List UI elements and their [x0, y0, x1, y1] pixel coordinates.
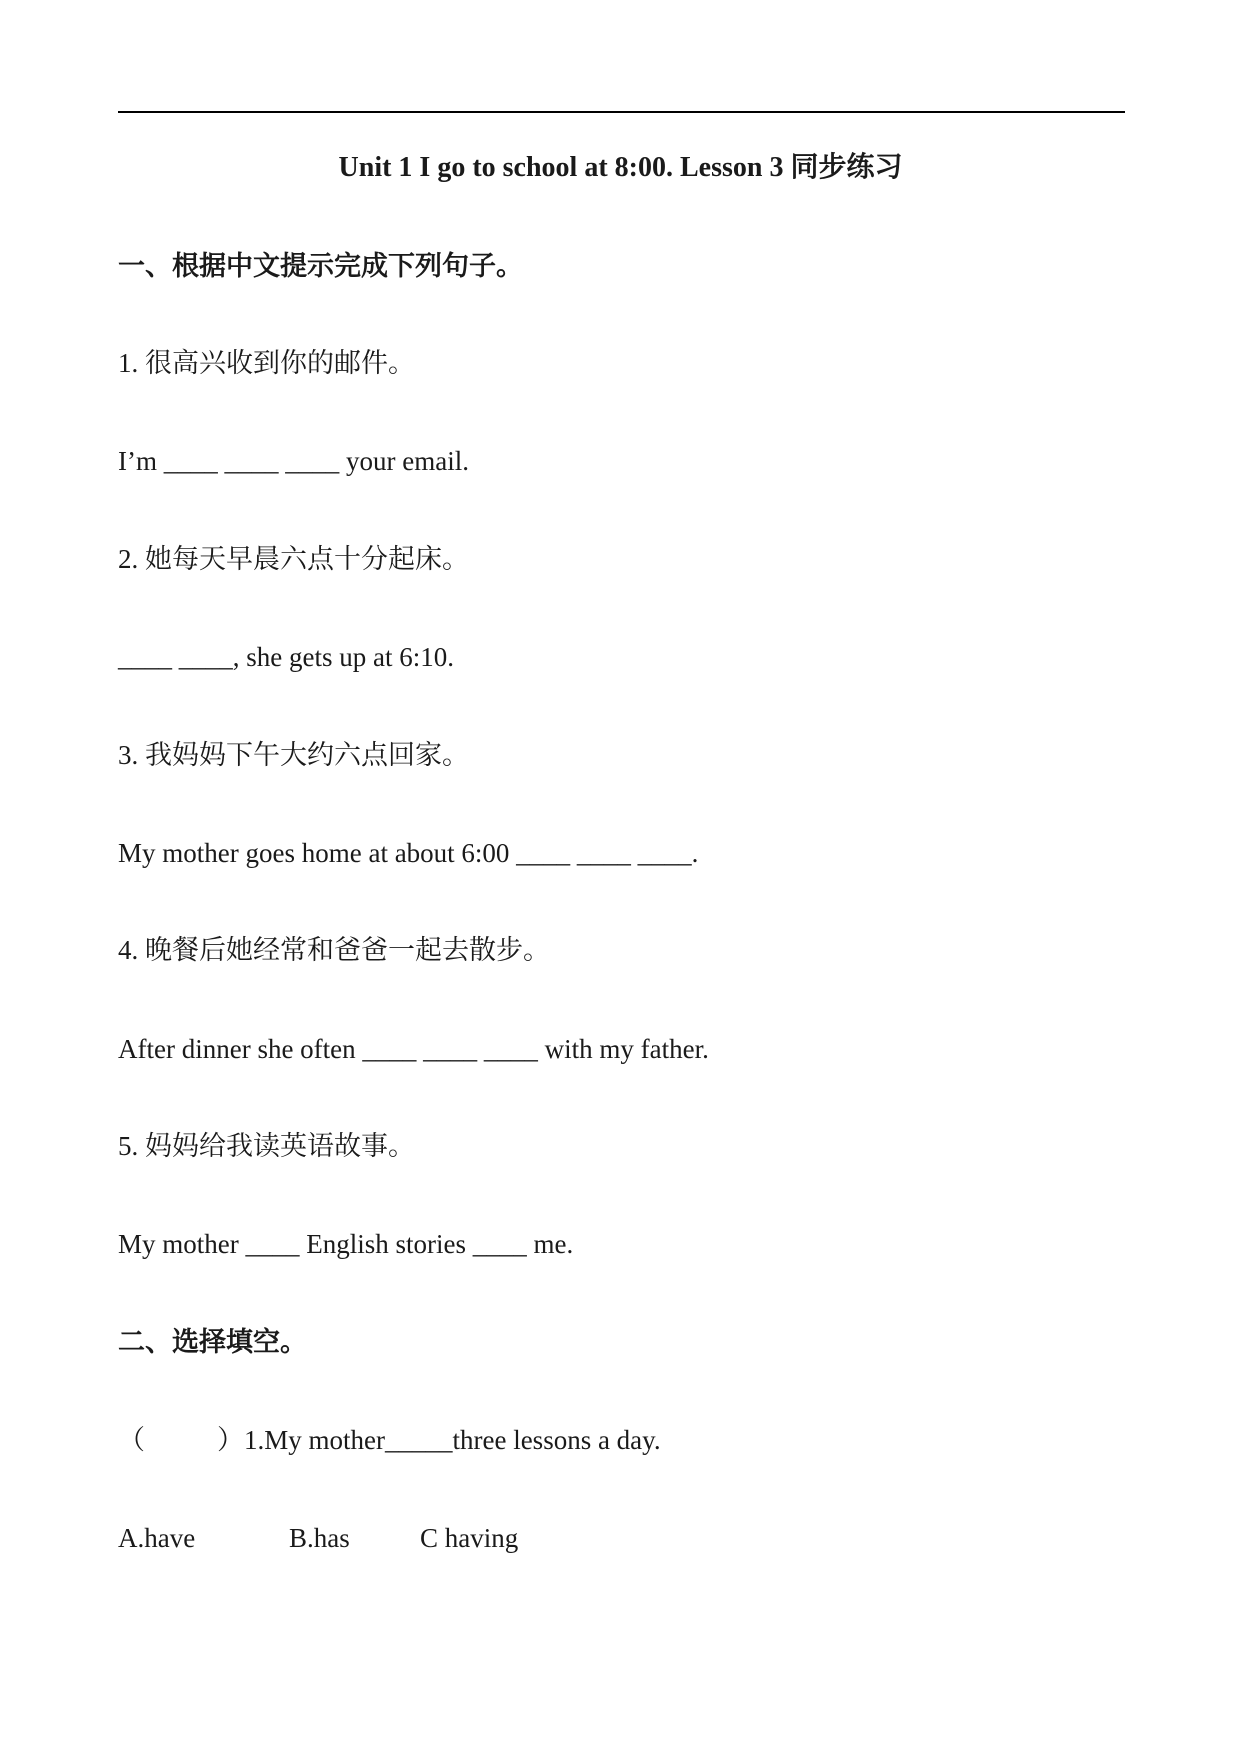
item-3-english: My mother goes home at about 6:00 ____ ____ ____. — [118, 838, 699, 868]
item-4-english: After dinner she often ____ ____ ____ with my father. — [118, 1034, 709, 1064]
header-rule — [118, 111, 1125, 113]
section-one-heading: 一、根据中文提示完成下列句子。 — [118, 251, 523, 281]
item-5-chinese: 5. 妈妈给我读英语故事。 — [118, 1131, 415, 1161]
option-a: A.have — [118, 1523, 196, 1553]
choice-options — [118, 1520, 518, 1556]
answer-open-paren: （ — [118, 1425, 145, 1455]
worksheet-title: Unit 1 I go to school at 8:00. Lesson 3 同步练习 — [338, 152, 903, 183]
item-1-english: I’m ____ ____ ____ your email. — [118, 446, 469, 476]
option-c: C having — [420, 1523, 519, 1553]
question-text: 1.My mother_____three lessons a day. — [244, 1425, 661, 1455]
answer-close-paren: ） — [217, 1425, 244, 1455]
option-b: B.has — [289, 1523, 350, 1553]
item-3-chinese: 3. 我妈妈下午大约六点回家。 — [118, 740, 469, 770]
item-5-english: My mother ____ English stories ____ me. — [118, 1229, 574, 1259]
item-1-chinese: 1. 很高兴收到你的邮件。 — [118, 348, 415, 378]
item-2-chinese: 2. 她每天早晨六点十分起床。 — [118, 544, 469, 574]
section-two-heading: 二、选择填空。 — [118, 1327, 307, 1357]
item-2-english: ____ ____, she gets up at 6:10. — [118, 642, 454, 672]
choice-question-1 — [118, 1422, 661, 1458]
item-4-chinese: 4. 晚餐后她经常和爸爸一起去散步。 — [118, 935, 550, 965]
